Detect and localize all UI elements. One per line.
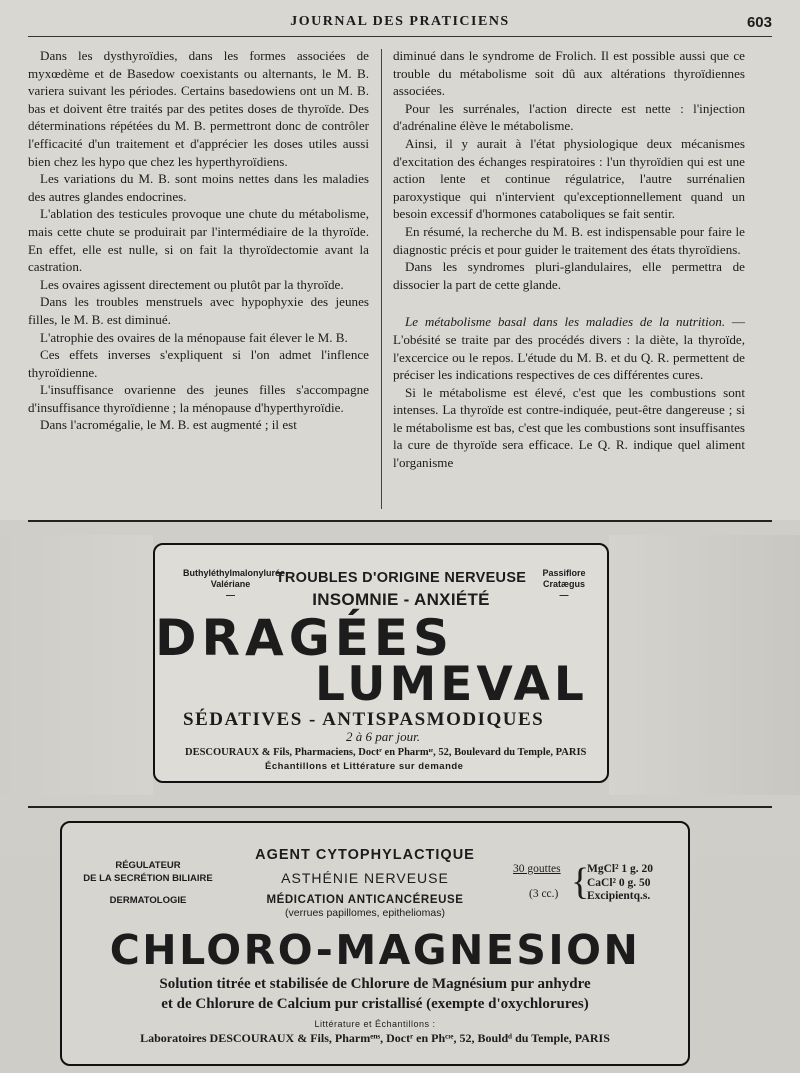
brand-line-1: DRAGÉES xyxy=(155,609,455,667)
formula-item: MgCl² 1 g. 20 xyxy=(587,863,654,875)
ad-ingredients-right xyxy=(535,568,593,601)
ad-ingredients-left xyxy=(183,568,286,601)
page-number: 603 xyxy=(746,14,772,31)
ingredient: Buthyléthylmalonylurée xyxy=(183,568,286,578)
ad-shadow-right xyxy=(609,535,800,795)
ad-headline xyxy=(275,567,527,611)
ad-verrues: (verrues papillomes, epitheliomas) xyxy=(285,907,445,919)
section-paragraph xyxy=(393,313,745,383)
dash: — xyxy=(559,590,569,600)
ad-regulateur xyxy=(82,860,214,885)
ad-dosage: 2 à 6 par jour. xyxy=(345,729,421,744)
brace-icon: { xyxy=(571,861,590,903)
paragraph: En résumé, la recherche du M. B. est indispensable pour faire le diagnostic précis et pour guider le traitement des états thyroïdiens. xyxy=(393,223,745,257)
left-column xyxy=(28,47,369,434)
article-body xyxy=(28,47,772,510)
brand: CHLORO-MAGNESION xyxy=(109,926,641,974)
section-rule xyxy=(28,806,772,808)
paragraph: Dans l'acromégalie, le M. B. est augmenté ; il est xyxy=(40,417,297,433)
paragraph: Ces effets inverses s'expliquent si l'on admet l'inflence thyroïdienne. xyxy=(28,347,369,380)
ingredient: Valériane xyxy=(210,579,251,589)
paragraph: Dans les syndromes pluri-glandulaires, elle permettra de dissocier la part de cette glande. xyxy=(393,259,745,292)
formula-cc: (3 cc.) xyxy=(529,888,559,900)
section-text: — L'obésité se traite par des procédés divers : la diète, la thyroïde, l'excercice ou le repos. L'étude du M. B. et du Q. R. permettent de préciser les indications respectives de ces différentes cures. xyxy=(393,314,745,383)
paragraph: Les ovaires agissent directement ou plutôt par la thyroïde. xyxy=(40,276,344,292)
paragraph: Les variations du M. B. sont moins nettes dans les maladies des autres glandes endocrines. xyxy=(28,171,369,204)
ad-agent: AGENT CYTOPHYLACTIQUE xyxy=(255,847,475,863)
section-title: Le métabolisme basal dans les maladies de la nutrition. xyxy=(405,314,726,330)
ad-tagline: SÉDATIVES - ANTISPASMODIQUES xyxy=(183,709,545,730)
formula-gouttes: 30 gouttes xyxy=(513,863,561,875)
header-rule xyxy=(28,36,772,37)
right-column xyxy=(393,47,745,472)
ad-shadow-left xyxy=(0,535,153,795)
column-divider xyxy=(381,49,382,509)
paragraph: Dans les dysthyroïdies, dans les formes associées de myxœdème et de Basedow coexistants ou alternants, le M. B. variera suivant les périodes. Certains basedowiens ont un M. B. bas et doivent être traités par des petites doses de thyroïde. Des déterminations répétées du M. B. permettront donc de contrôler l'efficacité d'un traitement et d'apprécier les doses utiles aussi bien chez les hypo que chez les hyperthyroïdiens. xyxy=(28,48,369,169)
paragraph: diminué dans le syndrome de Frolich. Il est possible aussi que ce trouble du métabolisme soit dû aux altérations thyroïdiennes associées. xyxy=(393,48,745,99)
formula-item: Excipientq.s. xyxy=(587,890,651,902)
ad-medication: MÉDICATION ANTICANCÉREUSE xyxy=(266,894,464,906)
paragraph: Ainsi, il y aurait à l'état physiologique deux mécanismes d'excitation des échanges respiratoires : l'un thyroïdien qui est une action lente et continue régulatrice, l'autre surrénalien paroxystique qui n'intervient qu'exceptionnellement quand un besoin excessif d'hormones cataboliques se fait sentir. xyxy=(393,135,745,222)
formula-item: CaCl² 0 g. 50 xyxy=(587,876,651,889)
ingredient: Cratægus xyxy=(542,579,585,589)
ad-asthenie: ASTHÉNIE NERVEUSE xyxy=(281,870,449,886)
paragraph: Si le métabolisme est élevé, c'est que les combustions sont intenses. La thyroïde est contre-indiquée, peut-être dangereuse ; si le métabolisme est bas, c'est que les combustions sont insuffisantes la cure de thyroïde sera efficace. Le Q. R. indique quel aliment l'organisme xyxy=(393,384,745,471)
ad-laboratoire: Laboratoires DESCOURAUX & Fils, Pharmᵉⁿˢ, Doctʳ en Phᶜᶦᵉ, 52, Bouldᵈ du Temple, PARIS xyxy=(140,1031,610,1045)
formula-components xyxy=(587,863,653,904)
ad-dermatologie: DERMATOLOGIE xyxy=(109,895,187,906)
paragraph: Dans les troubles menstruels avec hypophyxie des jeunes filles, le M. B. est diminué. xyxy=(28,294,369,327)
paragraph: Pour les surrénales, l'action directe est nette : l'injection d'adrénaline élève le métabolisme. xyxy=(393,100,745,134)
page-header xyxy=(0,14,800,36)
paragraph: L'ablation des testicules provoque une chute du métabolisme, mais cette chute se produirait par l'intermédiaire de la thyroïde. En effet, elle est nulle, si on fait la thyroïdectomie avant la castration. xyxy=(28,206,369,275)
ad-lumeval xyxy=(153,543,609,783)
regulateur-line: DE LA SECRÉTION BILIAIRE xyxy=(83,872,213,884)
ad-samples: Échantillons et Littérature sur demande xyxy=(265,761,464,772)
headline-line: TROUBLES D'ORIGINE NERVEUSE xyxy=(275,570,527,586)
ingredient: Passiflore xyxy=(542,568,586,578)
ad-company: DESCOURAUX & Fils, Pharmaciens, Doctʳ en Pharmᶦᵉ, 52, Boulevard du Temple, PARIS xyxy=(185,747,587,758)
journal-title: JOURNAL DES PRATICIENS xyxy=(290,14,510,29)
section-rule xyxy=(28,520,772,522)
headline-line: INSOMNIE - ANXIÉTÉ xyxy=(312,590,490,609)
ad-litterature: Littérature et Échantillons : xyxy=(314,1019,436,1029)
ad-chloro-magnesion xyxy=(60,821,690,1066)
ad-solution-line: et de Chlorure de Calcium pur cristallisé (exempte d'oxychlorures) xyxy=(161,996,589,1012)
paragraph: L'insuffisance ovarienne des jeunes filles s'accompagne d'insuffisance thyroïdienne ; la ménopause d'hyperthyroïdie. xyxy=(28,382,369,415)
regulateur-line: RÉGULATEUR xyxy=(115,860,181,871)
dash: — xyxy=(226,590,235,600)
ad-solution-line: Solution titrée et stabilisée de Chlorure de Magnésium pur anhydre xyxy=(159,976,591,992)
brand-line-2: LUMEVAL xyxy=(315,657,588,712)
paragraph: L'atrophie des ovaires de la ménopause fait élever le M. B. xyxy=(40,329,348,345)
